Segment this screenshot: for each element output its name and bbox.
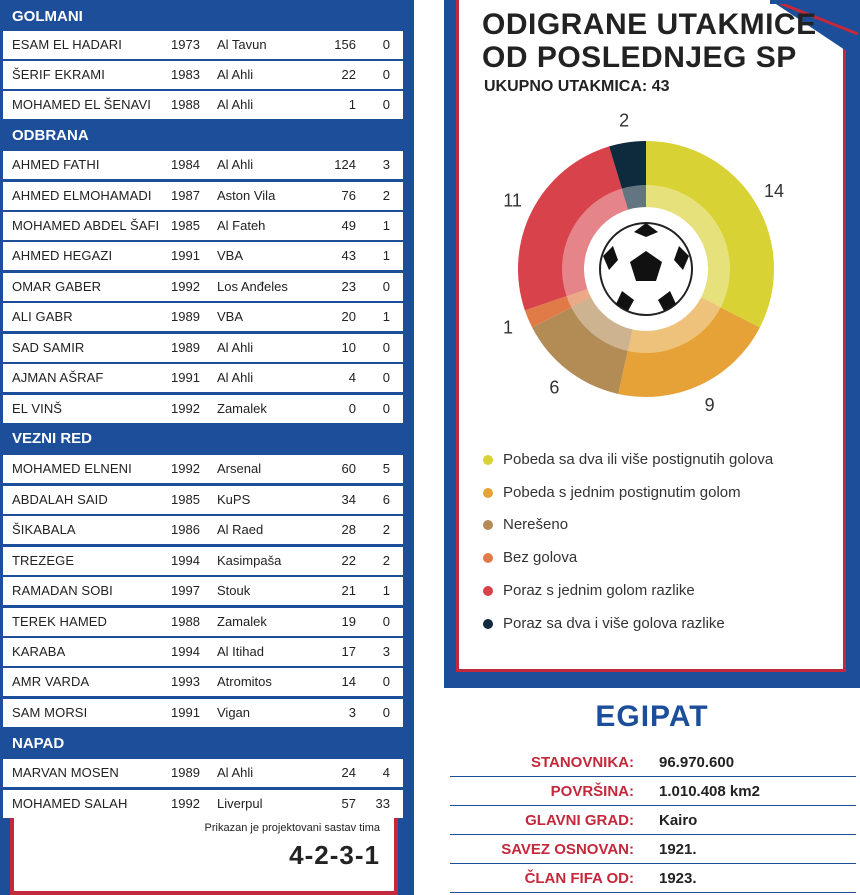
- player-goals: 3: [382, 157, 390, 172]
- player-caps: 124: [334, 157, 356, 172]
- player-row: [3, 303, 403, 331]
- player-club: Al Raed: [217, 522, 264, 537]
- legend-swatch: [483, 553, 493, 563]
- info-row: [450, 806, 856, 835]
- info-label: GLAVNI GRAD:: [525, 812, 634, 829]
- player-caps: 156: [334, 37, 356, 52]
- player-goals: 0: [382, 37, 390, 52]
- player-caps: 49: [341, 218, 356, 233]
- formation-box: [10, 818, 398, 895]
- player-caps: 28: [341, 522, 356, 537]
- stats-title-line-2: OD POSLEDNJEG SP: [482, 41, 797, 74]
- player-birth-year: 1994: [171, 644, 200, 659]
- player-birth-year: 1989: [171, 309, 200, 324]
- player-goals: 2: [382, 553, 390, 568]
- player-birth-year: 1987: [171, 188, 200, 203]
- player-row: [3, 182, 403, 210]
- player-birth-year: 1991: [171, 705, 200, 720]
- player-birth-year: 1988: [171, 97, 200, 112]
- legend-label: Nerešeno: [503, 516, 569, 533]
- player-goals: 1: [382, 309, 390, 324]
- player-birth-year: 1992: [171, 461, 200, 476]
- player-club: VBA: [217, 248, 244, 263]
- legend-swatch: [483, 619, 493, 629]
- player-caps: 60: [341, 461, 356, 476]
- player-caps: 24: [341, 765, 356, 780]
- info-value: Kairo: [659, 812, 698, 829]
- info-row: [450, 835, 856, 864]
- player-row: [3, 577, 403, 605]
- info-row: [450, 748, 856, 777]
- player-birth-year: 1992: [171, 279, 200, 294]
- player-row: [3, 547, 403, 575]
- legend-swatch: [483, 520, 493, 530]
- player-goals: 0: [382, 674, 390, 689]
- player-goals: 0: [382, 614, 390, 629]
- player-row: [3, 516, 403, 544]
- formation-value: 4-2-3-1: [289, 840, 380, 870]
- soccer-ball-icon: [586, 209, 706, 329]
- player-club: Stouk: [217, 583, 251, 598]
- player-goals: 1: [382, 248, 390, 263]
- player-goals: 0: [382, 340, 390, 355]
- player-goals: 1: [382, 218, 390, 233]
- player-goals: 0: [382, 67, 390, 82]
- player-name: TEREK HAMED: [12, 614, 108, 629]
- info-value: 96.970.600: [659, 754, 735, 771]
- player-club: Al Ahli: [217, 370, 254, 385]
- player-name: MOHAMED ABDEL ŠAFI: [12, 218, 160, 233]
- section-header-defense: ODBRANA: [12, 127, 89, 144]
- player-name: AHMED ELMOHAMADI: [12, 188, 152, 203]
- player-birth-year: 1992: [171, 796, 200, 811]
- player-birth-year: 1993: [171, 674, 200, 689]
- player-club: Kasimpaša: [217, 553, 282, 568]
- player-name: RAMADAN SOBI: [12, 583, 113, 598]
- player-goals: 0: [382, 370, 390, 385]
- player-birth-year: 1991: [171, 248, 200, 263]
- player-birth-year: 1986: [171, 522, 200, 537]
- player-name: AJMAN AŠRAF: [12, 370, 104, 385]
- player-caps: 57: [341, 796, 356, 811]
- player-caps: 10: [341, 340, 356, 355]
- player-club: Arsenal: [217, 461, 262, 476]
- player-row: [3, 151, 403, 179]
- info-label: ČLAN FIFA OD:: [524, 870, 634, 887]
- player-name: KARABA: [12, 644, 66, 659]
- player-birth-year: 1973: [171, 37, 200, 52]
- player-caps: 76: [341, 188, 356, 203]
- donut-value-label: 1: [502, 317, 513, 338]
- player-goals: 0: [382, 401, 390, 416]
- player-club: VBA: [217, 309, 244, 324]
- player-row: [3, 699, 403, 727]
- player-row: [3, 608, 403, 636]
- player-row: [3, 638, 403, 666]
- player-birth-year: 1984: [171, 157, 200, 172]
- player-birth-year: 1992: [171, 401, 200, 416]
- player-row: [3, 212, 403, 240]
- player-name: MOHAMED ELNENI: [12, 461, 132, 476]
- player-club: Al Fateh: [217, 218, 266, 233]
- player-club: Al Ahli: [217, 765, 254, 780]
- player-name: AHMED FATHI: [12, 157, 100, 172]
- legend-label: Pobeda s jednim postignutim golom: [503, 484, 741, 501]
- player-goals: 1: [382, 583, 390, 598]
- legend-label: Poraz s jednim golom razlike: [503, 582, 695, 599]
- player-club: Atromitos: [217, 674, 272, 689]
- legend-label: Pobeda sa dva ili više postignutih golova: [503, 451, 774, 468]
- player-caps: 22: [341, 67, 356, 82]
- donut-value-label: 2: [619, 110, 630, 131]
- player-caps: 23: [341, 279, 356, 294]
- info-value: 1923.: [659, 870, 697, 887]
- stats-total: UKUPNO UTAKMICA: 43: [484, 78, 670, 95]
- player-caps: 19: [341, 614, 356, 629]
- player-name: OMAR GABER: [12, 279, 102, 294]
- results-donut-chart: [470, 110, 830, 420]
- player-name: ALI GABR: [12, 309, 73, 324]
- player-club: Al Ahli: [217, 67, 254, 82]
- player-row: [3, 31, 403, 59]
- player-birth-year: 1994: [171, 553, 200, 568]
- squad-panel: [0, 0, 414, 895]
- player-caps: 22: [341, 553, 356, 568]
- player-goals: 0: [382, 97, 390, 112]
- player-row: [3, 395, 403, 423]
- player-name: AHMED HEGAZI: [12, 248, 113, 263]
- legend-swatch: [483, 488, 493, 498]
- section-header-midfield: VEZNI RED: [12, 430, 93, 447]
- player-name: MOHAMED EL ŠENAVI: [12, 97, 151, 112]
- player-name: ABDALAH SAID: [12, 492, 108, 507]
- stats-title: [482, 8, 817, 74]
- info-label: SAVEZ OSNOVAN:: [501, 841, 634, 858]
- player-club: Liverpul: [217, 796, 263, 811]
- player-goals: 3: [382, 644, 390, 659]
- player-club: Los Anđeles: [217, 279, 288, 294]
- player-caps: 4: [348, 370, 356, 385]
- player-row: [3, 61, 403, 89]
- player-name: MARVAN MOSEN: [12, 765, 119, 780]
- player-name: MOHAMED SALAH: [12, 796, 128, 811]
- player-name: ESAM EL HADARI: [12, 37, 123, 52]
- player-caps: 14: [341, 674, 356, 689]
- player-club: Al Tavun: [217, 37, 267, 52]
- player-row: [3, 334, 403, 362]
- player-caps: 20: [341, 309, 356, 324]
- player-caps: 3: [348, 705, 356, 720]
- player-club: Zamalek: [217, 401, 267, 416]
- player-row: [3, 364, 403, 392]
- player-row: [3, 242, 403, 270]
- player-caps: 0: [348, 401, 356, 416]
- info-label: STANOVNIKA:: [530, 754, 634, 771]
- player-row: [3, 455, 403, 483]
- legend-swatch: [483, 455, 493, 465]
- player-club: Al Itihad: [217, 644, 264, 659]
- section-header-goalkeepers: GOLMANI: [12, 8, 83, 25]
- formation-note: Prikazan je projektovani sastav tima: [204, 822, 380, 834]
- player-name: ŠIKABALA: [12, 522, 76, 537]
- section-header-attack: NAPAD: [12, 735, 65, 752]
- player-name: ŠERIF EKRAMI: [12, 67, 105, 82]
- info-row: [450, 777, 856, 806]
- player-goals: 4: [382, 765, 390, 780]
- player-caps: 21: [341, 583, 356, 598]
- player-name: SAD SAMIR: [12, 340, 85, 355]
- legend-label: Bez golova: [503, 549, 578, 566]
- player-birth-year: 1985: [171, 492, 200, 507]
- info-value: 1921.: [659, 841, 697, 858]
- player-birth-year: 1991: [171, 370, 200, 385]
- player-club: Vigan: [217, 705, 251, 720]
- player-birth-year: 1989: [171, 340, 200, 355]
- player-caps: 43: [341, 248, 356, 263]
- player-row: [3, 668, 403, 696]
- info-value: 1.010.408 km2: [659, 783, 760, 800]
- legend-swatch: [483, 586, 493, 596]
- stats-title-line-1: ODIGRANE UTAKMICE: [482, 8, 817, 41]
- player-caps: 1: [348, 97, 356, 112]
- player-row: [3, 486, 403, 514]
- player-goals: 2: [382, 188, 390, 203]
- player-birth-year: 1989: [171, 765, 200, 780]
- donut-value-label: 14: [764, 180, 785, 201]
- country-name: EGIPAT: [595, 700, 709, 733]
- player-club: Al Ahli: [217, 97, 254, 112]
- player-caps: 17: [341, 644, 356, 659]
- player-row: [3, 273, 403, 301]
- player-club: Al Ahli: [217, 157, 254, 172]
- player-name: EL VINŠ: [12, 401, 63, 416]
- player-goals: 2: [382, 522, 390, 537]
- donut-value-label: 6: [549, 377, 560, 398]
- info-row: [450, 864, 856, 893]
- player-name: AMR VARDA: [12, 674, 90, 689]
- player-name: TREZEGE: [12, 553, 75, 568]
- player-club: Zamalek: [217, 614, 267, 629]
- player-row: [3, 759, 403, 787]
- player-goals: 0: [382, 705, 390, 720]
- player-name: SAM MORSI: [12, 705, 88, 720]
- player-birth-year: 1985: [171, 218, 200, 233]
- legend-label: Poraz sa dva i više golova razlike: [503, 615, 725, 632]
- player-club: KuPS: [217, 492, 251, 507]
- player-row: [3, 790, 403, 818]
- player-row: [3, 91, 403, 119]
- donut-value-label: 11: [503, 190, 522, 211]
- info-label: POVRŠINA:: [550, 783, 634, 800]
- player-birth-year: 1983: [171, 67, 200, 82]
- player-caps: 34: [341, 492, 356, 507]
- player-goals: 0: [382, 279, 390, 294]
- player-goals: 6: [382, 492, 390, 507]
- player-goals: 5: [382, 461, 390, 476]
- player-birth-year: 1988: [171, 614, 200, 629]
- player-club: Al Ahli: [217, 340, 254, 355]
- player-goals: 33: [375, 796, 390, 811]
- player-birth-year: 1997: [171, 583, 200, 598]
- player-club: Aston Vila: [217, 188, 276, 203]
- donut-value-label: 9: [704, 394, 715, 415]
